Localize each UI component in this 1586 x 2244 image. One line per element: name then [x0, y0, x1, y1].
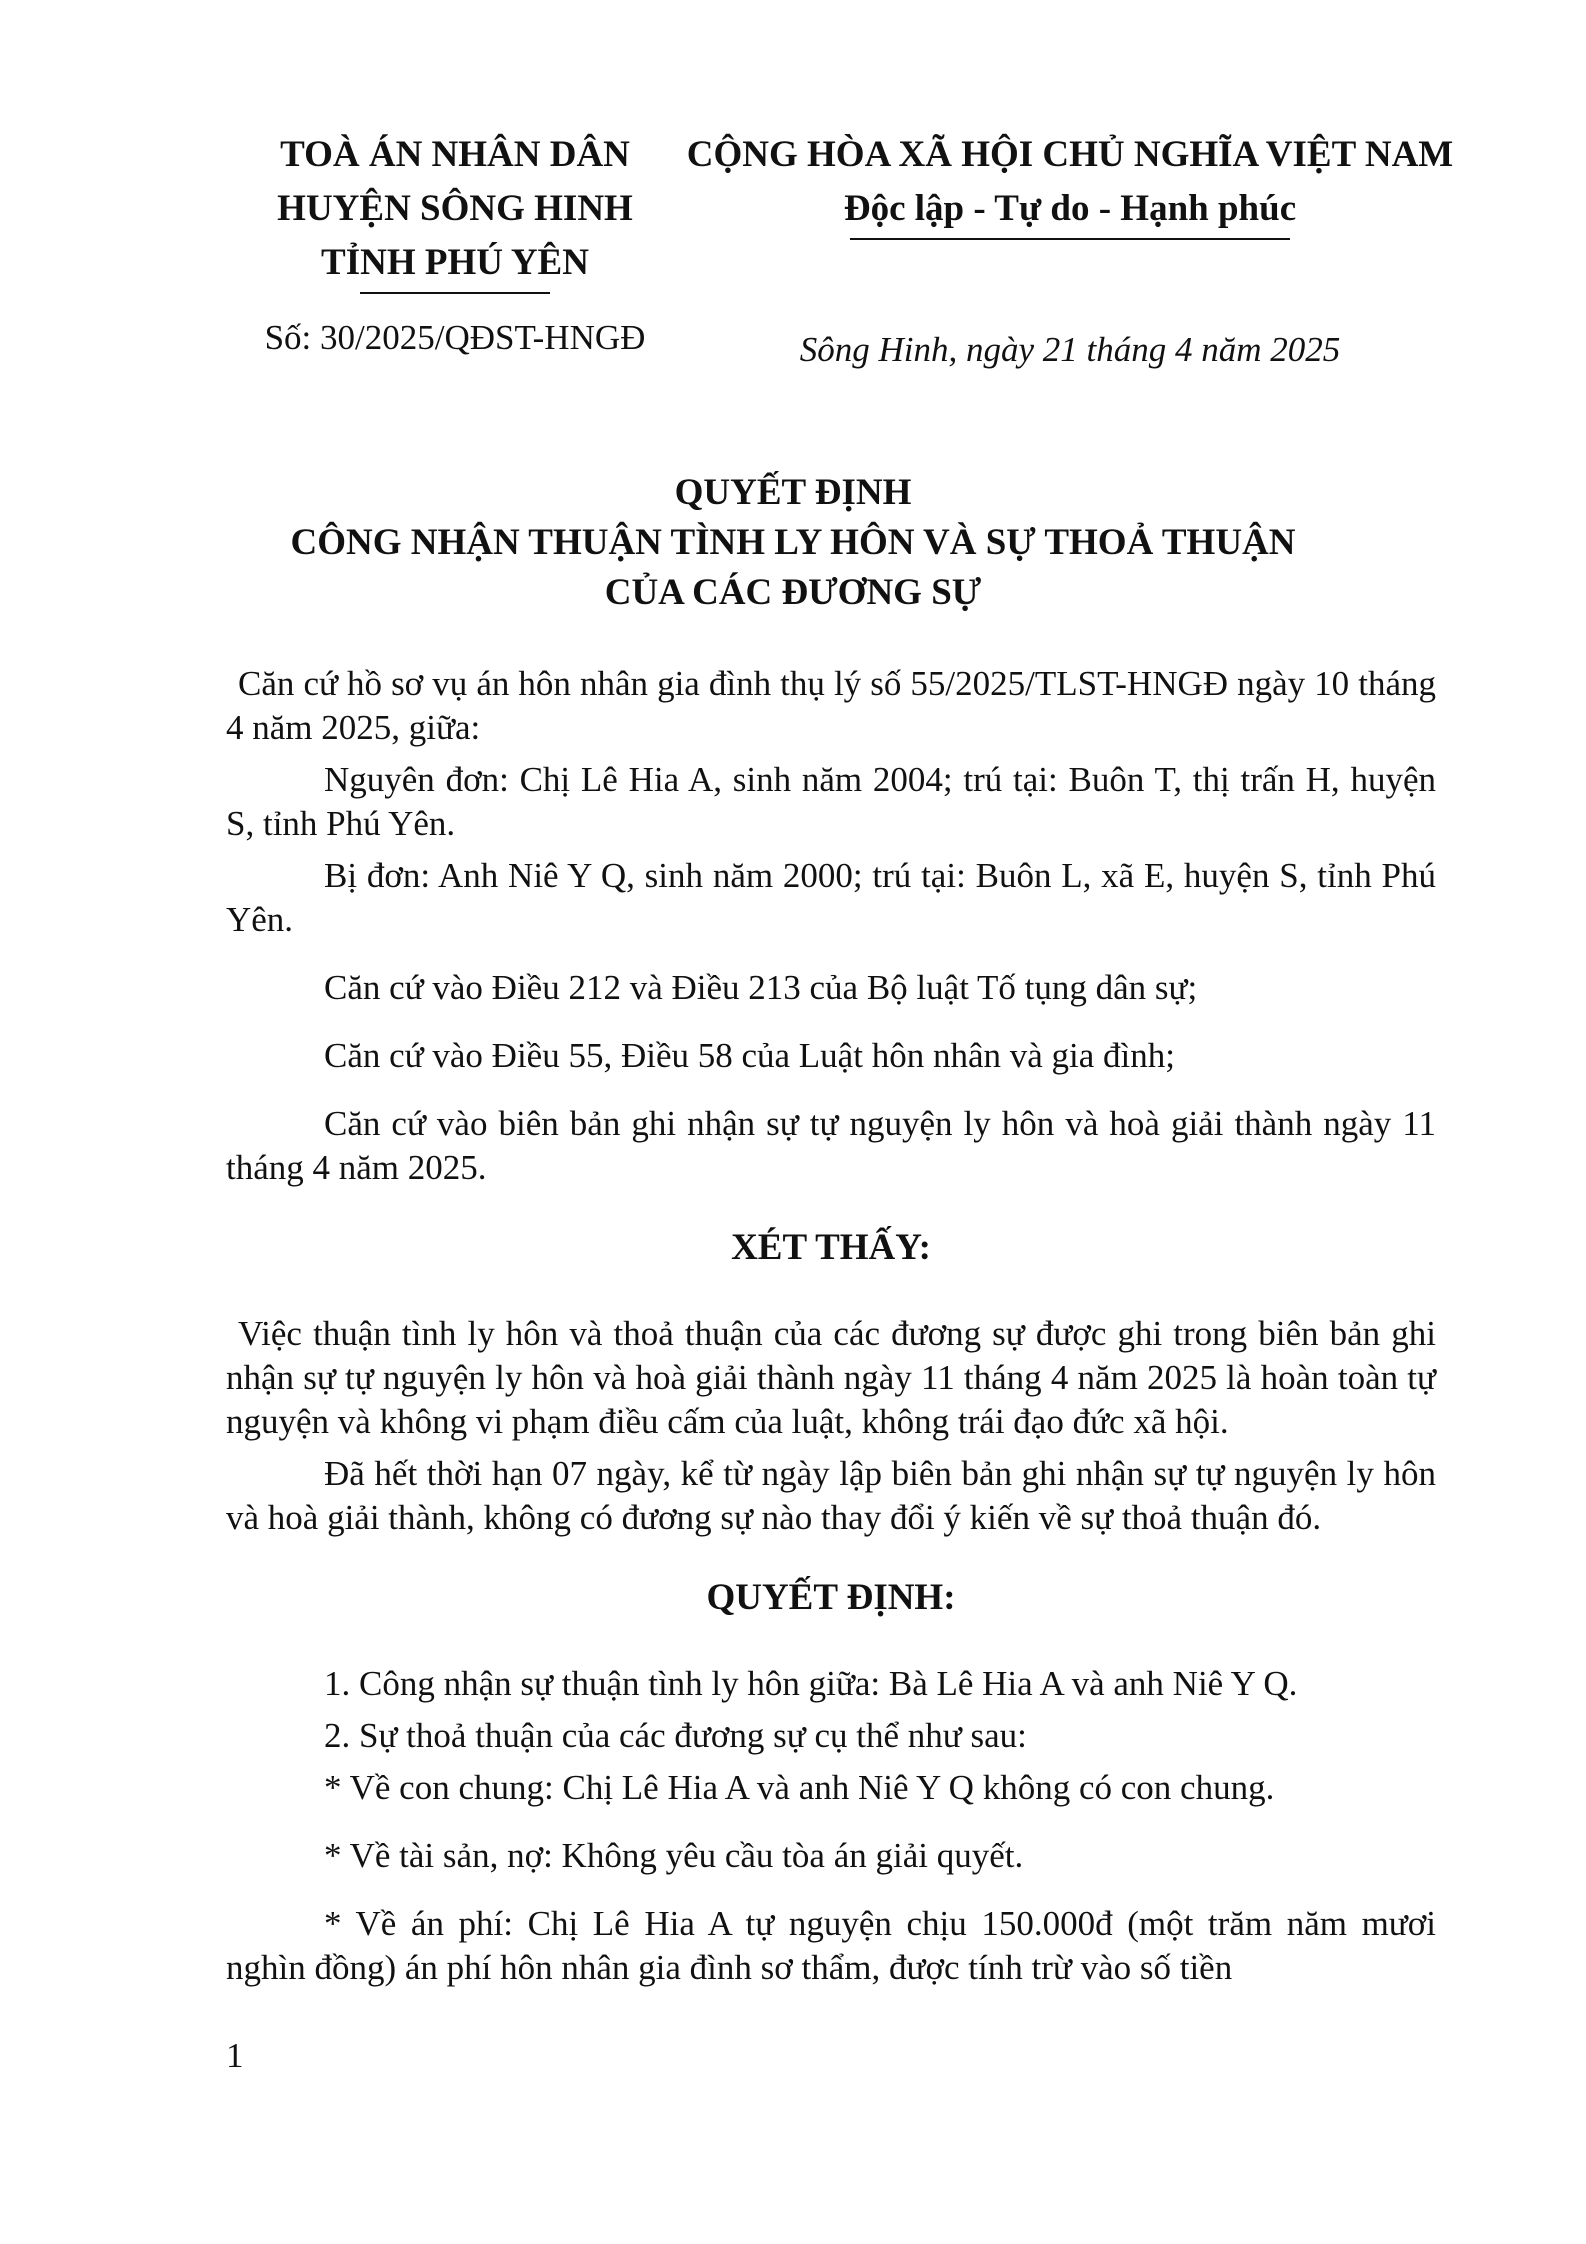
defendant-paragraph: Bị đơn: Anh Niê Y Q, sinh năm 2000; trú tại: Buôn L, xã E, huyện S, tỉnh Phú Yên. — [226, 856, 1436, 939]
case-basis-paragraph: Căn cứ hồ sơ vụ án hôn nhân gia đình thụ lý số 55/2025/TLST-HNGĐ ngày 10 tháng 4 năm 2025, giữa: — [226, 664, 1436, 747]
court-province-line: TỈNH PHÚ YÊN — [321, 242, 589, 283]
place-and-date: Sông Hinh, ngày 21 tháng 4 năm 2025 — [799, 330, 1341, 369]
motto-underline — [850, 238, 1290, 240]
findings-paragraph-2: Đã hết thời hạn 07 ngày, kể từ ngày lập biên bản ghi nhận sự tự nguyện ly hôn và hoà giải thành, không có đương sự nào thay đổi ý kiến về sự thoả thuận đó. — [226, 1454, 1436, 1537]
court-header — [240, 128, 670, 294]
decision-item-2: 2. Sự thoả thuận của các đương sự cụ thể như sau: — [324, 1716, 1027, 1755]
decision-heading: QUYẾT ĐỊNH: — [706, 1577, 956, 1618]
court-header-underline — [360, 292, 550, 294]
court-district-line: HUYỆN SÔNG HINH — [277, 188, 633, 229]
title-line-recognition: CÔNG NHẬN THUẬN TÌNH LY HÔN VÀ SỰ THOẢ THUẬN — [290, 522, 1296, 563]
document-title — [200, 468, 1386, 618]
page-number: 1 — [226, 2036, 244, 2075]
document-number: Số: 30/2025/QĐST-HNGĐ — [264, 318, 646, 357]
decision-court-fees: * Về án phí: Chị Lê Hia A tự nguyện chịu 150.000đ (một trăm năm mươi nghìn đồng) án phí hôn nhân gia đình sơ thẩm, được tính trừ vào số tiền — [226, 1904, 1436, 1987]
decision-children: * Về con chung: Chị Lê Hia A và anh Niê Y Q không có con chung. — [324, 1768, 1275, 1807]
decision-item-1: 1. Công nhận sự thuận tình ly hôn giữa: Bà Lê Hia A và anh Niê Y Q. — [324, 1664, 1298, 1703]
title-line-parties: CỦA CÁC ĐƯƠNG SỰ — [604, 572, 982, 613]
court-name-line: TOÀ ÁN NHÂN DÂN — [280, 134, 630, 175]
legal-basis-marriage-law: Căn cứ vào Điều 55, Điều 58 của Luật hôn nhân và gia đình; — [324, 1036, 1175, 1075]
legal-basis-civil-procedure: Căn cứ vào Điều 212 và Điều 213 của Bộ luật Tố tụng dân sự; — [324, 968, 1198, 1007]
legal-basis-reconciliation-record: Căn cứ vào biên bản ghi nhận sự tự nguyện ly hôn và hoà giải thành ngày 11 tháng 4 năm 2025. — [226, 1104, 1436, 1187]
national-motto: Độc lập - Tự do - Hạnh phúc — [843, 188, 1297, 229]
document-body — [226, 662, 1436, 1998]
national-header — [680, 128, 1460, 240]
decision-assets: * Về tài sản, nợ: Không yêu cầu tòa án giải quyết. — [324, 1836, 1024, 1875]
plaintiff-paragraph: Nguyên đơn: Chị Lê Hia A, sinh năm 2004; trú tại: Buôn T, thị trấn H, huyện S, tỉnh Phú Yên. — [226, 760, 1436, 843]
findings-paragraph-1: Việc thuận tình ly hôn và thoả thuận của các đương sự được ghi trong biên bản ghi nhận sự tự nguyện ly hôn và hoà giải thành ngày 11 tháng 4 năm 2025 là hoàn toàn tự nguyện và không vi phạm điều cấm của luật, không trái đạo đức xã hội. — [226, 1314, 1436, 1441]
nation-title: CỘNG HÒA XÃ HỘI CHỦ NGHĨA VIỆT NAM — [686, 134, 1454, 175]
findings-heading: XÉT THẤY: — [731, 1227, 931, 1268]
title-line-decision: QUYẾT ĐỊNH — [674, 472, 912, 513]
